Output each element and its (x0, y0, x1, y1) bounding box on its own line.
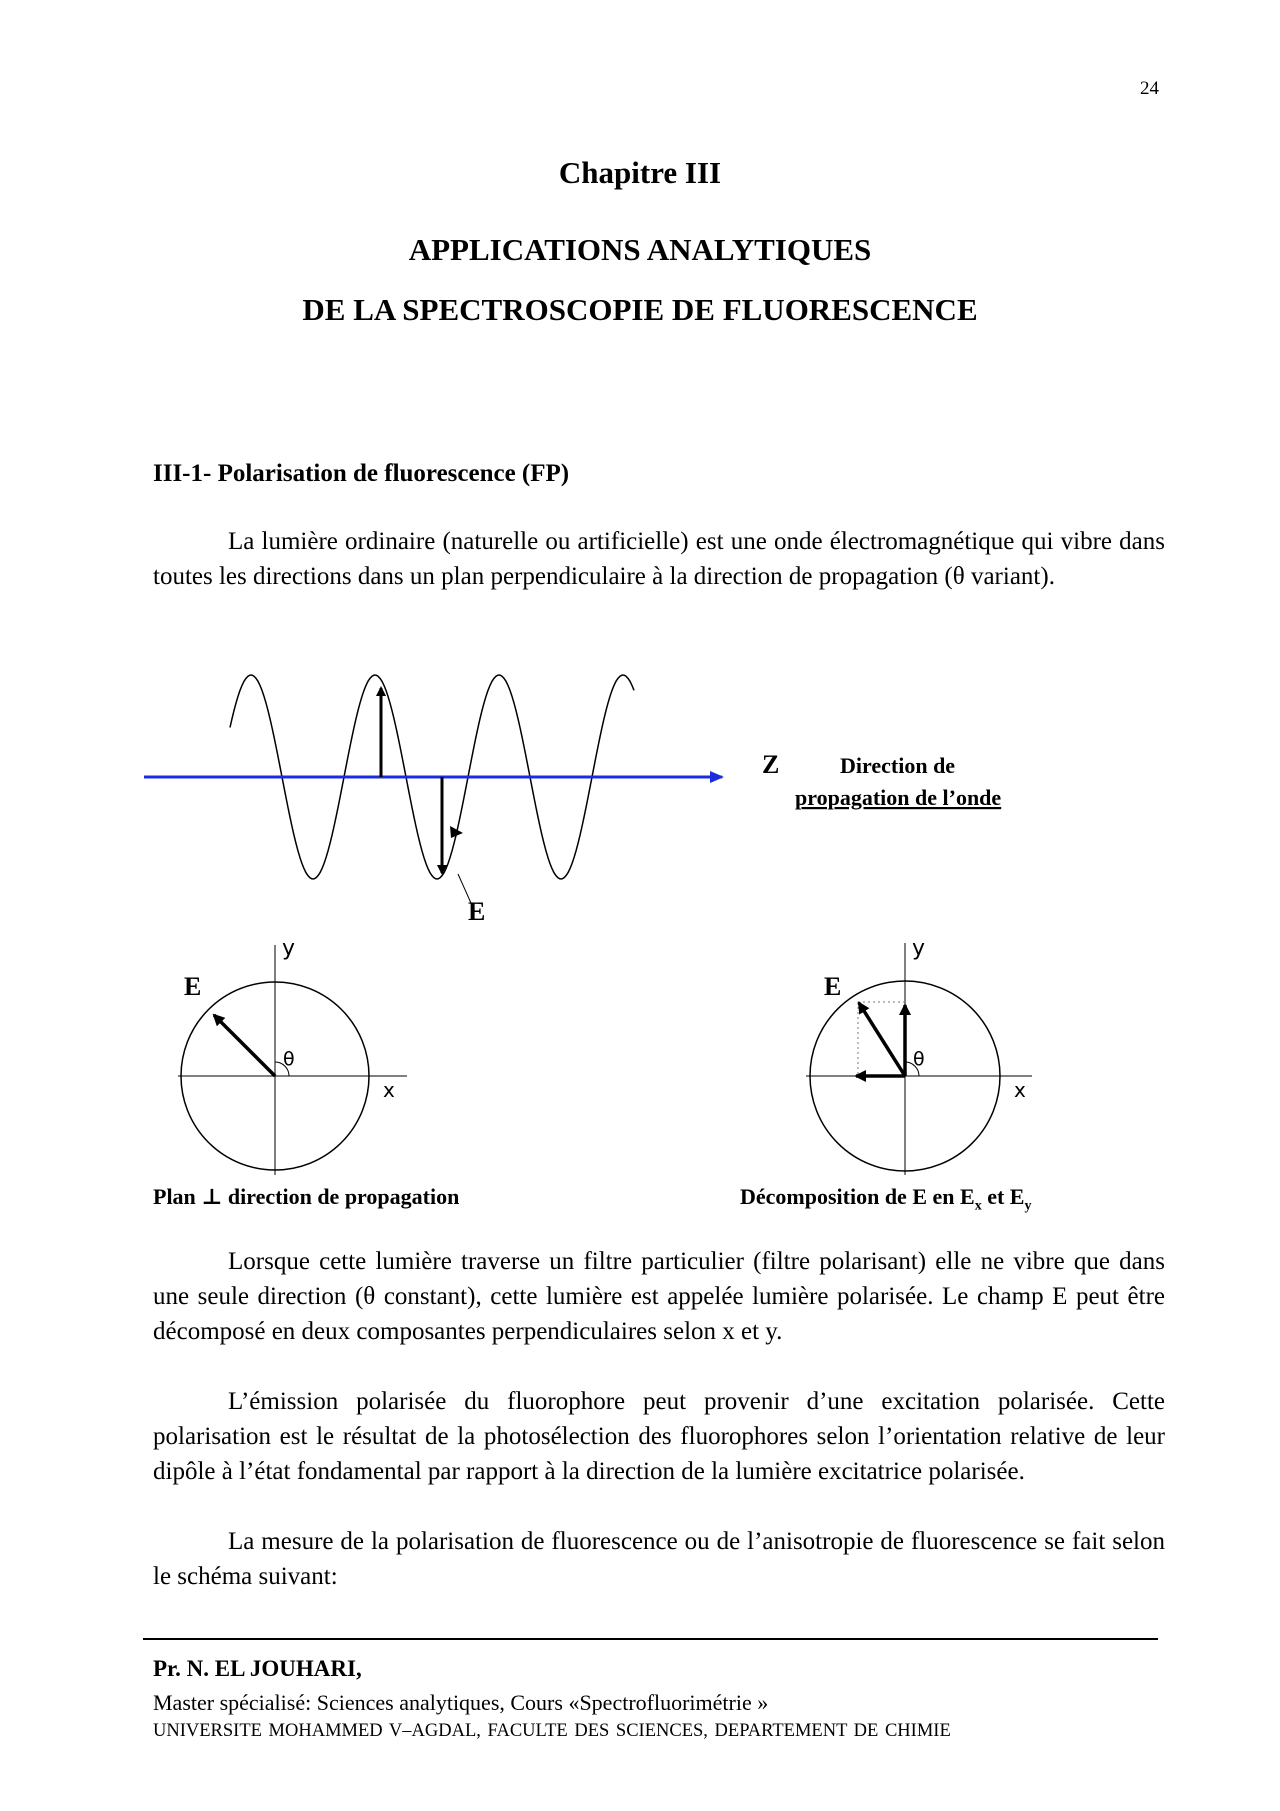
wave-figure (130, 660, 1080, 930)
footer-author: Pr. N. EL JOUHARI, (153, 1656, 362, 1681)
paragraph-measurement (153, 1524, 1165, 1594)
y-label: y (282, 936, 296, 961)
wave-axis-label: Z (762, 750, 780, 779)
paragraph-emission-text: L’émission polarisée du fluorophore peut provenir d’une excitation polarisée. Cette polarisation est le résultat de la photosélection des fluorophores selon l’orientation relative de leur dipôle à l’état fondamental par rapport à la direction de la lumière excitatrice polarisée. (153, 1388, 1165, 1485)
e-vector (859, 1003, 905, 1076)
e-vector (214, 1015, 275, 1076)
chapter-heading: Chapitre III (558, 155, 722, 190)
footer-university: UNIVERSITE MOHAMMED V–AGDAL, FACULTE DES SCIENCES, DEPARTEMENT DE CHIMIE (153, 1721, 951, 1741)
left-circle-diagram (170, 935, 430, 1180)
caption-right-prefix: Décomposition de E en E (740, 1184, 975, 1209)
caption-right (740, 1184, 1031, 1214)
y-label: y (912, 936, 926, 961)
footer-course: Master spécialisé: Sciences analytiques, Cours «Spectrofluorimétrie » (153, 1690, 769, 1715)
caption-right-sub-x: x (974, 1198, 982, 1214)
field-label: E (468, 897, 486, 926)
e-label: E (184, 972, 202, 1001)
paragraph-intro (153, 524, 1165, 594)
x-label: x (383, 1078, 395, 1102)
theta-label: θ (913, 1048, 925, 1070)
x-label: x (1014, 1078, 1026, 1102)
footer-divider (143, 1638, 1158, 1640)
paragraph-measurement-text: La mesure de la polarisation de fluorescence ou de l’anisotropie de fluorescence se fait selon le schéma suivant: (153, 1528, 1165, 1590)
caption-right-mid: et E (981, 1184, 1025, 1209)
caption-left: Plan ⊥ direction de propagation (153, 1184, 460, 1209)
caption-right-sub-y: y (1024, 1198, 1032, 1214)
chapter-title-line1: APPLICATIONS ANALYTIQUES (408, 232, 872, 267)
theta-label: θ (283, 1048, 295, 1070)
section-heading: III-1- Polarisation de fluorescence (FP) (153, 460, 570, 487)
paragraph-emission (153, 1384, 1165, 1489)
page-number: 24 (1140, 78, 1159, 99)
paragraph-polarisation (153, 1244, 1165, 1349)
direction-label-line2: propagation de l’onde (795, 785, 1002, 810)
e-label: E (824, 972, 842, 1001)
chapter-title-line2: DE LA SPECTROSCOPIE DE FLUORESCENCE (302, 292, 978, 327)
right-circle-diagram (800, 935, 1060, 1180)
direction-label-line1: Direction de (840, 753, 956, 778)
paragraph-intro-text: La lumière ordinaire (naturelle ou artificielle) est une onde électromagnétique qui vibre dans toutes les directions dans un plan perpendiculaire à la direction de propagation (θ variant). (153, 528, 1165, 590)
paragraph-polarisation-text: Lorsque cette lumière traverse un filtre particulier (filtre polarisant) elle ne vibre que dans une seule direction (θ constant), cette lumière est appelée lumière polarisée. Le champ E peut être décomposé en deux composantes perpendiculaires selon x et y. (153, 1248, 1165, 1345)
